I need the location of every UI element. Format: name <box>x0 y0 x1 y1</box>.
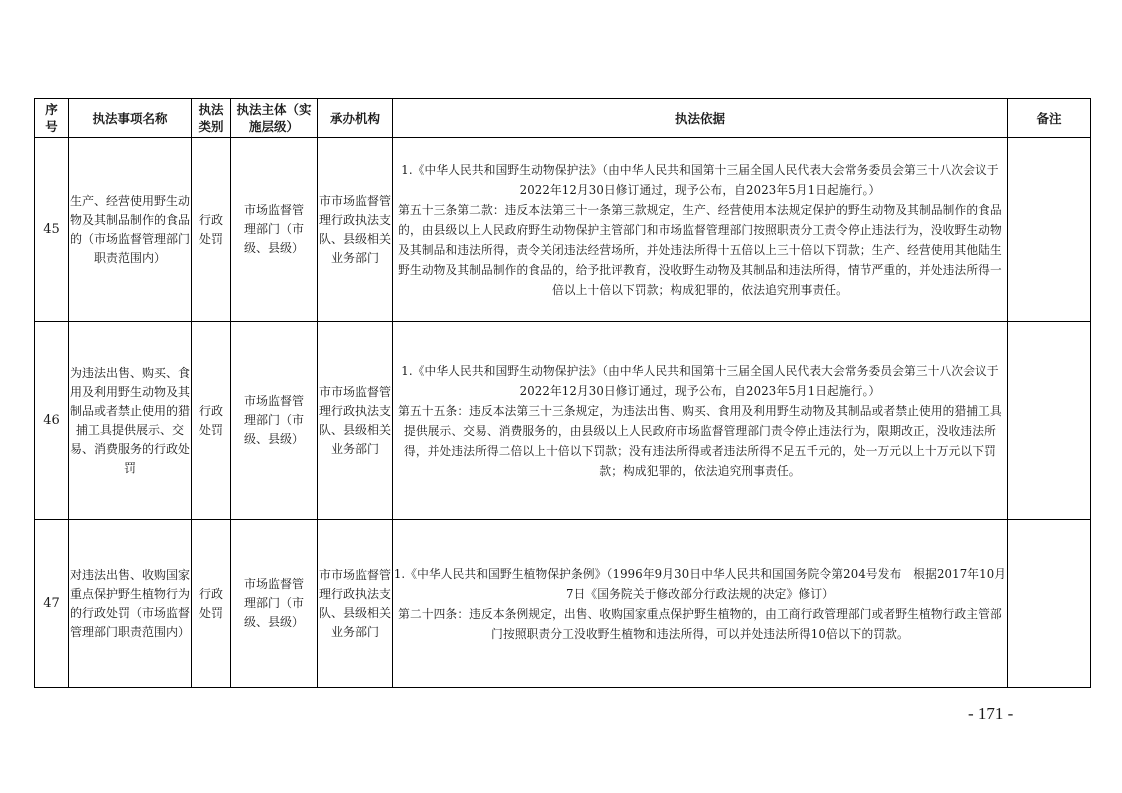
legal-basis <box>393 520 1008 688</box>
legal-basis-line: 第五十三条第二款：违反本法第三十一条第三款规定，生产、经营使用本法规定保护的野生动物及其制品制作的食品的，由县级以上人民政府野生动物保护主管部门和市场监督管理部门按照职责分工责令停止违法行为，没收野生动物及其制品和违法所得，责令关闭违法经营场所，并处违法所得十五倍以上三十倍以下罚款；生产、经营使用其他陆生野生动物及其制品制作的食品的，给予批评教育，没收野生动物及其制品和违法所得，情节严重的，并处违法所得一倍以上十倍以下罚款；构成犯罪的，依法追究刑事责任。 <box>398 202 1002 297</box>
remark <box>1008 138 1091 322</box>
enforcement-items-table <box>34 98 1091 688</box>
table-row <box>35 520 1091 688</box>
legal-basis-line: 第五十五条：违反本法第三十三条规定，为违法出售、购买、食用及利用野生动物及其制品或者禁止使用的猎捕工具提供展示、交易、消费服务的，由县级以上人民政府市场监督管理部门责令停止违法行为，限期改正，没收违法所得，并处违法所得二倍以上十倍以下罚款；没有违法所得或者违法所得不足五千元的，处一万元以上十万元以下罚款；构成犯罪的，依法追究刑事责任。 <box>398 403 1002 478</box>
handling-organ: 市市场监督管理行政执法支队、县级相关业务部门 <box>318 322 393 520</box>
legal-basis <box>393 322 1008 520</box>
row-number: 47 <box>35 520 69 688</box>
enforcement-category: 行政处罚 <box>192 322 231 520</box>
enforcement-subject: 市场监督管理部门（市级、县级） <box>231 138 318 322</box>
table-row <box>35 138 1091 322</box>
header-subject: 执法主体（实施层级） <box>231 99 318 138</box>
header-note: 备注 <box>1008 99 1091 138</box>
page-number: - 171 - <box>968 704 1014 723</box>
legal-basis-line: 1.《中华人民共和国野生动物保护法》（由中华人民共和国第十三届全国人民代表大会常务委员会第三十八次会议于2022年12月30日修订通过，现予公布，自2023年5月1日起施行。） <box>401 162 999 197</box>
item-name: 对违法出售、收购国家重点保护野生植物行为的行政处罚（市场监督管理部门职责范围内） <box>69 520 192 688</box>
legal-basis-line: 1.《中华人民共和国野生动物保护法》（由中华人民共和国第十三届全国人民代表大会常务委员会第三十八次会议于2022年12月30日修订通过，现予公布，自2023年5月1日起施行。） <box>401 363 999 398</box>
table-header-row <box>35 99 1091 138</box>
legal-basis-line: 1.《中华人民共和国野生植物保护条例》（1996年9月30日中华人民共和国国务院令第204号发布 根据2017年10月7日《国务院关于修改部分行政法规的决定》修订） <box>393 566 1007 601</box>
handling-organ: 市市场监督管理行政执法支队、县级相关业务部门 <box>318 520 393 688</box>
header-name: 执法事项名称 <box>69 99 192 138</box>
row-number: 45 <box>35 138 69 322</box>
remark <box>1008 322 1091 520</box>
remark <box>1008 520 1091 688</box>
enforcement-subject: 市场监督管理部门（市级、县级） <box>231 322 318 520</box>
header-category: 执法类别 <box>192 99 231 138</box>
legal-basis <box>393 138 1008 322</box>
header-organ: 承办机构 <box>318 99 393 138</box>
enforcement-subject: 市场监督管理部门（市级、县级） <box>231 520 318 688</box>
enforcement-category: 行政处罚 <box>192 138 231 322</box>
handling-organ: 市市场监督管理行政执法支队、县级相关业务部门 <box>318 138 393 322</box>
table-row <box>35 322 1091 520</box>
legal-basis-line: 第二十四条：违反本条例规定，出售、收购国家重点保护野生植物的，由工商行政管理部门或者野生植物行政主管部门按照职责分工没收野生植物和违法所得，可以并处违法所得10倍以下的罚款。 <box>398 606 1002 641</box>
item-name: 为违法出售、购买、食用及利用野生动物及其制品或者禁止使用的猎捕工具提供展示、交易、消费服务的行政处罚 <box>69 322 192 520</box>
header-no: 序号 <box>35 99 69 138</box>
header-basis: 执法依据 <box>393 99 1008 138</box>
item-name: 生产、经营使用野生动物及其制品制作的食品的（市场监督管理部门职责范围内） <box>69 138 192 322</box>
row-number: 46 <box>35 322 69 520</box>
enforcement-category: 行政处罚 <box>192 520 231 688</box>
